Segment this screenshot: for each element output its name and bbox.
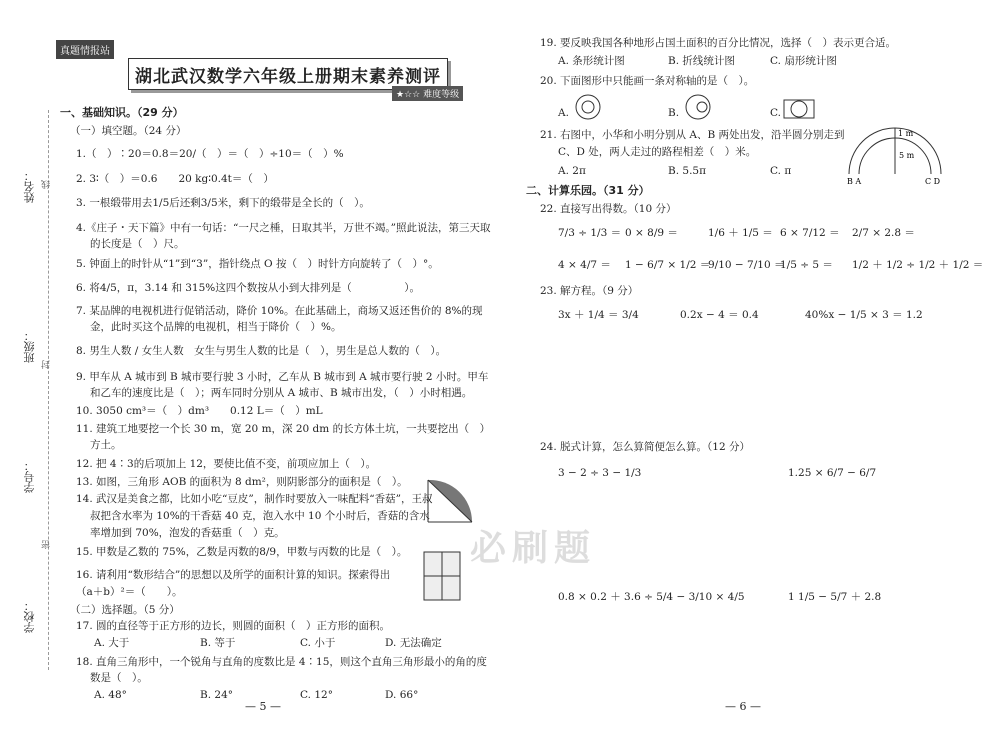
question-14-cont: 叔把含水率为 10%的干香菇 40 克，泡入水中 10 个小时后，香菇的含水	[90, 510, 430, 522]
question-22: 22. 直接写出得数。（10 分）	[540, 203, 677, 215]
seal-mark-1: 线	[42, 180, 52, 189]
question-11-cont: 方土。	[90, 439, 122, 451]
question-14: 14. 武汉是美食之都，比如小吃“豆皮”，制作时要放入一味配料“香菇”，王叔	[76, 493, 433, 505]
circle-with-offset	[680, 92, 716, 122]
seal-mark-3: 密	[42, 540, 52, 549]
question-10: 10. 3050 cm³＝（ ）dm³ 0.12 L＝（ ）mL	[76, 405, 323, 417]
number-label: 学号：	[23, 460, 36, 493]
cut-line	[48, 110, 49, 670]
subsection-fill: （一）填空题。（24 分）	[70, 125, 187, 137]
q23-eq-3: 40%x − 1/5 × 3 ＝ 1.2	[805, 309, 923, 321]
q23-eq-2: 0.2x − 4 ＝ 0.4	[680, 309, 759, 321]
semicircle-figure	[845, 122, 945, 186]
question-16: 16. 请利用“数形结合”的思想以及所学的面积计算的知识。探索得出	[76, 569, 391, 581]
fig-label-cd: C D	[925, 177, 941, 186]
q24-expr-4: 1 1/5 − 5/7 ＋ 2.8	[788, 591, 882, 603]
watermark-logo: 必刷题	[470, 528, 597, 569]
question-21: 21. 右图中，小华和小明分别从 A、B 两处出发，沿半圆分别走到	[540, 129, 845, 141]
question-20: 20. 下面图形中只能画一条对称轴的是（ ）。	[540, 75, 755, 87]
q18-option-c: C. 12°	[300, 689, 333, 701]
q21-option-a: A. 2π	[558, 165, 586, 177]
q22-item-1: 7/3 ÷ 1/3 ＝	[558, 227, 622, 239]
question-7-cont: 金，此时买这个品牌的电视机，相当于降价（ ）%。	[90, 321, 342, 333]
right-page	[470, 0, 1000, 748]
q20-option-b: B.	[668, 107, 680, 119]
question-9: 9. 甲车从 A 城市到 B 城市要行驶 3 小时，乙车从 B 城市到 A 城市要行驶 2 小时。甲车	[76, 371, 489, 383]
page-number-right: — 6 —	[725, 700, 761, 713]
q18-option-b: B. 24°	[200, 689, 234, 701]
fig-label-ba: B A	[847, 177, 862, 186]
question-8: 8. 男生人数 / 女生人数 女生与男生人数的比是（ ），男生是总人数的（ ）。	[76, 345, 447, 357]
q24-expr-3: 0.8 × 0.2 ＋ 3.6 ÷ 5/4 − 3/10 × 4/5	[558, 591, 745, 603]
q22-item-6: 4 × 4/7 ＝	[558, 259, 611, 271]
q23-eq-1: 3x ＋ 1/4 ＝ 3/4	[558, 309, 639, 321]
question-15: 15. 甲数是乙数的 75%，乙数是丙数的8/9，甲数与丙数的比是（ ）。	[76, 546, 408, 558]
q22-item-3: 1/6 ＋ 1/5 ＝	[708, 227, 773, 239]
question-6: 6. 将4/5，π，3.14 和 315%这四个数按从小到大排列是（ ）。	[76, 282, 420, 294]
q17-option-a: A. 大于	[94, 637, 130, 649]
q19-option-a: A. 条形统计图	[558, 55, 625, 67]
section-basic: 一、基础知识。（29 分）	[60, 106, 184, 119]
question-13: 13. 如图，三角形 AOB 的面积为 8 dm²，则阴影部分的面积是（ ）。	[76, 476, 408, 488]
badge-label: 真题情报站	[56, 40, 114, 59]
q22-item-4: 6 × 7/12 ＝	[780, 227, 840, 239]
question-21-cont: C、D 处，两人走过的路程相差（ ）米。	[558, 146, 757, 158]
question-12: 12. 把 4∶3的后项加上 12，要使比值不变，前项应加上（ ）。	[76, 458, 377, 470]
question-23: 23. 解方程。（9 分）	[540, 285, 639, 297]
question-19: 19. 要反映我国各种地形占国土面积的百分比情况，选择（ ）表示更合适。	[540, 37, 897, 49]
section-calc: 二、计算乐园。（31 分）	[526, 184, 650, 197]
question-18: 18. 直角三角形中，一个锐角与直角的度数比是 4∶15，则这个直角三角形最小的角的度	[76, 656, 487, 668]
question-5: 5. 钟面上的时针从“1”到“3”，指针绕点 O 按（ ）时针方向旋转了（ ）°。	[76, 258, 439, 270]
q17-option-b: B. 等于	[200, 637, 236, 649]
subsection-choice: （二）选择题。（5 分）	[70, 604, 180, 616]
seal-mark-2: 封	[42, 360, 52, 369]
q19-option-c: C. 扇形统计图	[770, 55, 837, 67]
q22-item-7: 1 − 6/7 × 1/2 ＝	[625, 259, 711, 271]
q22-item-2: 0 × 8/9 ＝	[625, 227, 678, 239]
q22-item-5: 2/7 × 2.8 ＝	[852, 227, 915, 239]
question-4: 4.《庄子・天下篇》中有一句话：“一尺之棰，日取其半，万世不竭。”照此说法，第三天取	[76, 222, 491, 234]
page-number-left: — 5 —	[245, 700, 281, 713]
fig-label-1m: 1 m	[898, 129, 914, 138]
q22-item-8: 9/10 − 7/10 ＝	[708, 259, 785, 271]
q17-option-d: D. 无法确定	[385, 637, 442, 649]
question-4-cont: 的长度是（ ）尺。	[90, 238, 185, 250]
question-9-cont: 和乙车的速度比是（ ）；两车同时分别从 A 城市、B 城市出发，（ ）小时相遇。	[90, 387, 473, 399]
question-2: 2. 3∶（ ）＝0.6 20 kg∶0.4t＝（ ）	[76, 173, 274, 185]
question-3: 3. 一根缎带用去1/5后还剩3/5米，剩下的缎带是全长的（ ）。	[76, 197, 370, 209]
question-14-cont2: 率增加到 70%，泡发的香菇重（ ）克。	[90, 527, 285, 539]
question-11: 11. 建筑工地要挖一个长 30 m，宽 20 m，深 20 dm 的长方体土坑，一共要挖出（ ）	[76, 423, 491, 435]
q24-expr-1: 3 − 2 ÷ 3 − 1/3	[558, 467, 642, 479]
q17-option-c: C. 小于	[300, 637, 336, 649]
difficulty-badge: ★☆☆ 难度等级	[392, 86, 463, 101]
q20-option-c: C.	[770, 107, 781, 119]
q24-expr-2: 1.25 × 6/7 − 6/7	[788, 467, 877, 479]
q22-item-10: 1/2 ＋ 1/2 ÷ 1/2 ＋ 1/2 ＝	[852, 259, 984, 271]
question-24: 24. 脱式计算，怎么算简便怎么算。（12 分）	[540, 441, 750, 453]
question-17: 17. 圆的直径等于正方形的边长，则圆的面积（ ）正方形的面积。	[76, 620, 391, 632]
q19-option-b: B. 折线统计图	[668, 55, 735, 67]
question-16-cont: （a＋b）²＝（ ）。	[76, 586, 183, 598]
circle-in-rectangle	[782, 98, 818, 122]
q20-option-a: A.	[558, 107, 569, 119]
square-figure	[422, 546, 464, 606]
q18-option-d: D. 66°	[385, 689, 419, 701]
q21-option-c: C. π	[770, 165, 792, 177]
class-label: 班级：	[23, 330, 36, 363]
fig-label-5m: 5 m	[899, 151, 915, 160]
question-1: 1.（ ）∶20＝0.8＝20/（ ）＝（ ）÷10＝（ ）%	[76, 148, 344, 160]
binding-margin	[0, 0, 60, 748]
q22-item-9: 1/5 ÷ 5 ＝	[780, 259, 833, 271]
name-label: 姓名：	[23, 170, 36, 203]
question-18-cont: 数是（ ）。	[90, 672, 148, 684]
concentric-circles	[570, 92, 606, 122]
question-7: 7. 某品牌的电视机进行促销活动，降价 10%。在此基础上，商场又返还售价的 8%的现	[76, 305, 483, 317]
q18-option-a: A. 48°	[94, 689, 127, 701]
school-label: 学校：	[23, 600, 36, 633]
q21-option-b: B. 5.5π	[668, 165, 706, 177]
exam-title: 湖北武汉数学六年级上册期末素养测评	[128, 58, 448, 90]
